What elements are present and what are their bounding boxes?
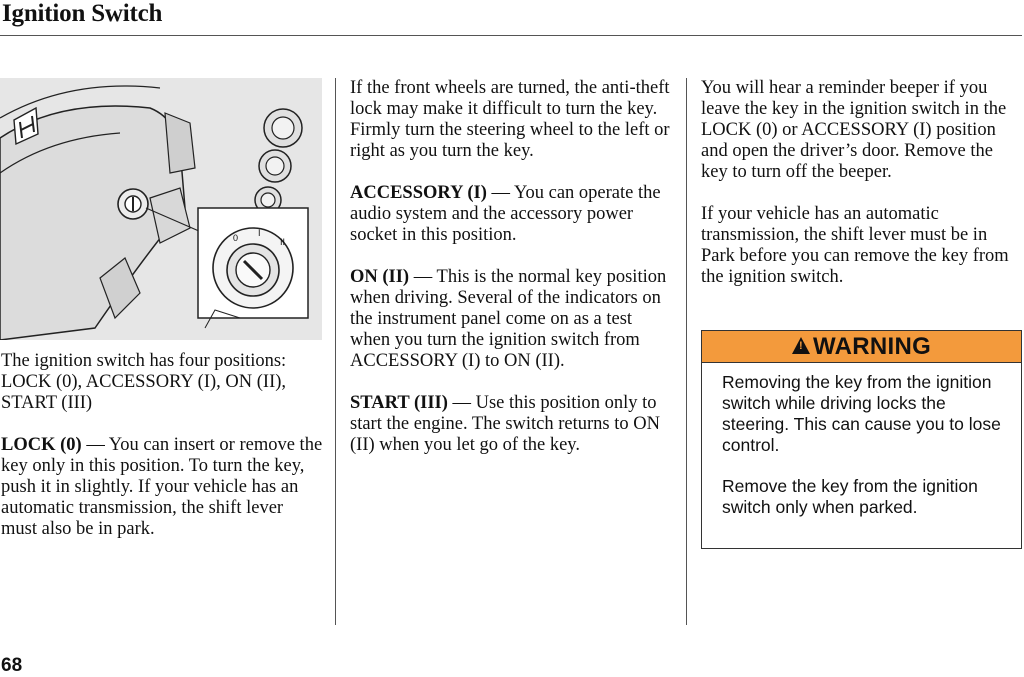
warning-box — [701, 330, 1022, 549]
lock-heading: LOCK (0) — [1, 435, 82, 455]
warning-triangle-icon — [792, 337, 810, 354]
dial-label-2: II — [280, 237, 286, 247]
warning-title: WARNING — [812, 332, 932, 360]
accessory-paragraph: ACCESSORY (I) — You can operate the audio system and the accessory power socket in this position. — [350, 183, 661, 245]
warning-text-2: Remove the key from the ignition switch only when parked. — [722, 476, 978, 517]
park-paragraph: If your vehicle has an automatic transmission, the shift lever must be in Park before you can remove the key from the ignition switch. — [701, 204, 1009, 287]
left-column — [1, 351, 323, 561]
accessory-heading: ACCESSORY (I) — [350, 183, 487, 203]
warning-text-1: Removing the key from the ignition switch while driving locks the steering. This can cause you to lose control. — [722, 372, 1001, 455]
steering-column-drawing — [0, 78, 322, 340]
start-text: Use this position only to start the engine. The switch returns to ON (II) when you let go of the key. — [350, 393, 660, 455]
right-column — [701, 78, 1022, 309]
on-text: This is the normal key position when driving. Several of the indicators on the instrument panel come on as a test when you turn the ignition switch from ACCESSORY (I) to ON (II). — [350, 267, 667, 371]
warning-body — [702, 363, 1021, 518]
warning-header — [702, 331, 1021, 363]
intro-paragraph: The ignition switch has four positions: LOCK (0), ACCESSORY (I), ON (II), START (III) — [1, 351, 287, 413]
lock-text: You can insert or remove the key only in this position. To turn the key, push it in slightly. If your vehicle has an automatic transmission, the shift lever must also be in park. — [1, 435, 323, 539]
title-divider — [0, 35, 1022, 36]
on-paragraph: ON (II) — This is the normal key position when driving. Several of the indicators on the instrument panel come on as a test when you turn the ignition switch from ACCESSORY (I) to ON (II). — [350, 267, 667, 371]
page-number: 68 — [1, 655, 23, 676]
ignition-switch-illustration — [0, 78, 322, 340]
lock-paragraph: LOCK (0) — You can insert or remove the key only in this position. To turn the key, push it in slightly. If your vehicle has an automatic transmission, the shift lever must also be in park. — [1, 435, 323, 539]
accessory-text: You can operate the audio system and the accessory power socket in this position. — [350, 183, 661, 245]
dial-label-0: 0 — [233, 233, 239, 243]
page-title: Ignition Switch — [2, 0, 163, 27]
beeper-paragraph: You will hear a reminder beeper if you leave the key in the ignition switch in the LOCK (0) or ACCESSORY (I) position and open the driver’s door. Remove the key to turn off the beeper. — [701, 78, 1007, 182]
middle-column — [350, 78, 672, 477]
start-paragraph: START (III) — Use this position only to start the engine. The switch returns to ON (II) when you let go of the key. — [350, 393, 660, 455]
column-divider-2 — [686, 78, 687, 625]
front-wheels-paragraph: If the front wheels are turned, the anti-theft lock may make it difficult to turn the key. Firmly turn the steering wheel to the left or right as you turn the key. — [350, 78, 670, 161]
dial-label-1: I — [258, 228, 261, 238]
start-heading: START (III) — [350, 393, 448, 413]
column-divider-1 — [335, 78, 336, 625]
on-heading: ON (II) — [350, 267, 410, 287]
